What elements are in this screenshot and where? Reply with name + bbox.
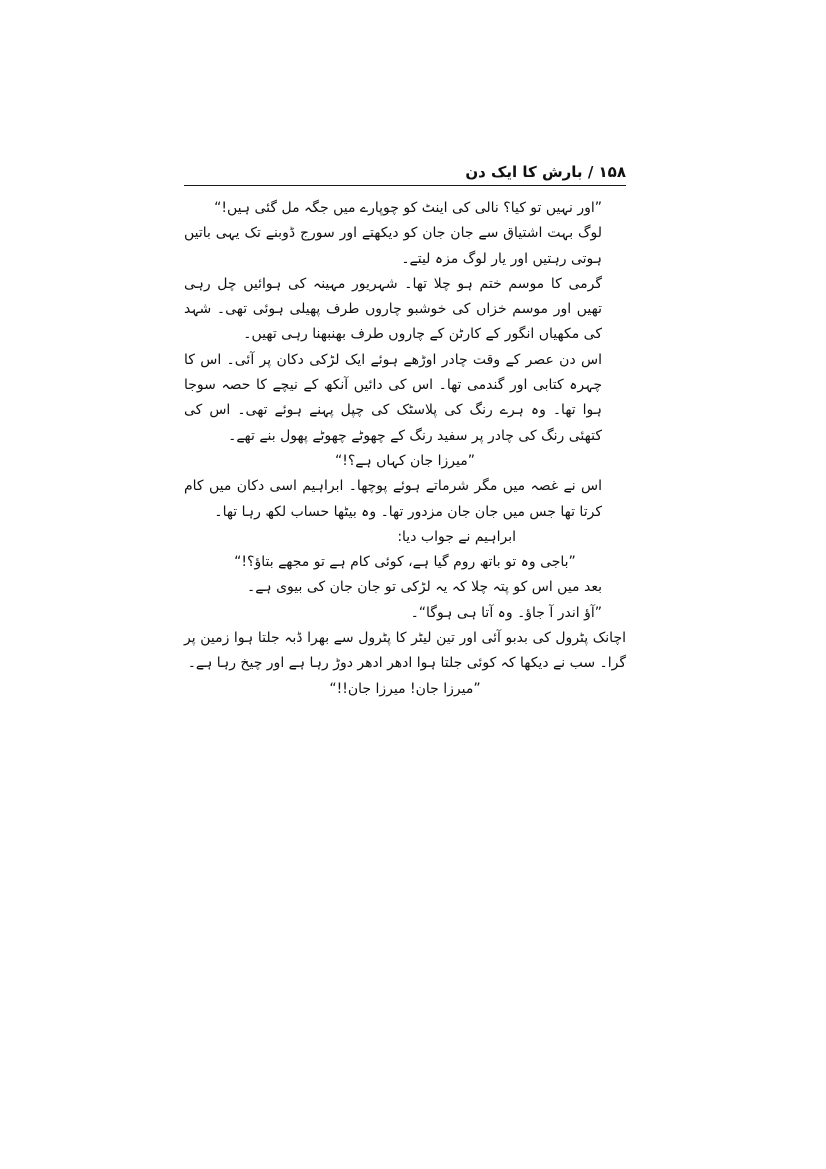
paragraph-quote-1: ”اور نہیں تو کیا؟ نالی کی اینٹ کو چوپارے میں جگہ مل گئی ہیں!“ (214, 200, 602, 216)
book-title: بارش کا ایک دن (465, 163, 583, 181)
page-number: ۱۵۸ (598, 163, 626, 181)
header-rule (184, 185, 626, 186)
paragraph-quote-2: ”میرزا جان کہاں ہے؟!“ (334, 452, 476, 469)
paragraph-quote-3: ”باجی وہ تو باتھ روم گیا ہے، کوئی کام ہے تو مجھے بتاؤ؟!“ (234, 554, 576, 571)
running-header (184, 160, 626, 184)
paragraph-quote-5: ”میرزا جان! میرزا جان!!“ (329, 680, 481, 697)
paragraph-5: ابراہیم نے جواب دیا: (397, 528, 516, 545)
paragraph-2: گرمی کا موسم ختم ہو چلا تھا۔ شہریور مہینہ کی ہوائیں چل رہی تھیں اور موسم خزاں کی خوشبو چاروں طرف پھیلی ہوئی تھی۔ شہد کی مکھیاں انگور کے کارٹن کے چاروں طرف بھنبھنا رہی تھیں۔ (184, 275, 602, 343)
paragraph-3: اس دن عصر کے وقت چادر اوڑھے ہوئے ایک لڑکی دکان پر آئی۔ اس کا چہرہ کتابی اور گندمی تھا۔ اس کی دائیں آنکھ کے نیچے کا حصہ سوجا ہوا تھا۔ وہ ہرے رنگ کی پلاسٹک کی چپل پہنے ہوئے تھی۔ اس کی کتھئی رنگ کی چادر پر سفید رنگ کے چھوٹے چھوٹے پھول بنے تھے۔ (184, 351, 602, 444)
paragraph-4: اس نے غصہ میں مگر شرماتے ہوئے پوچھا۔ ابراہیم اسی دکان میں کام کرتا تھا جس میں جان جان مزدور تھا۔ وہ بیٹھا حساب لکھ رہا تھا۔ (184, 478, 602, 520)
body-text (184, 196, 626, 702)
paragraph-6: بعد میں اس کو پتہ چلا کہ یہ لڑکی تو جان جان کی بیوی ہے۔ (247, 579, 602, 596)
header-separator: / (587, 163, 594, 181)
paragraph-7: اچانک پٹرول کی بدبو آئی اور تین لیٹر کا پٹرول سے بھرا ڈبہ جلتا ہوا زمین پر گرا۔ سب نے دیکھا کہ کوئی جلتا ہوا ادھر ادھر دوڑ رہا ہے اور چیخ رہا ہے۔ (184, 630, 626, 672)
paragraph-1: لوگ بہت اشتیاق سے جان جان کو دیکھتے اور سورج ڈوبنے تک یہی باتیں ہوتی رہتیں اور یار لوگ مزہ لیتے۔ (184, 225, 602, 267)
paragraph-quote-4: ”آؤ اندر آ جاؤ۔ وہ آتا ہی ہوگا“۔ (410, 604, 602, 621)
